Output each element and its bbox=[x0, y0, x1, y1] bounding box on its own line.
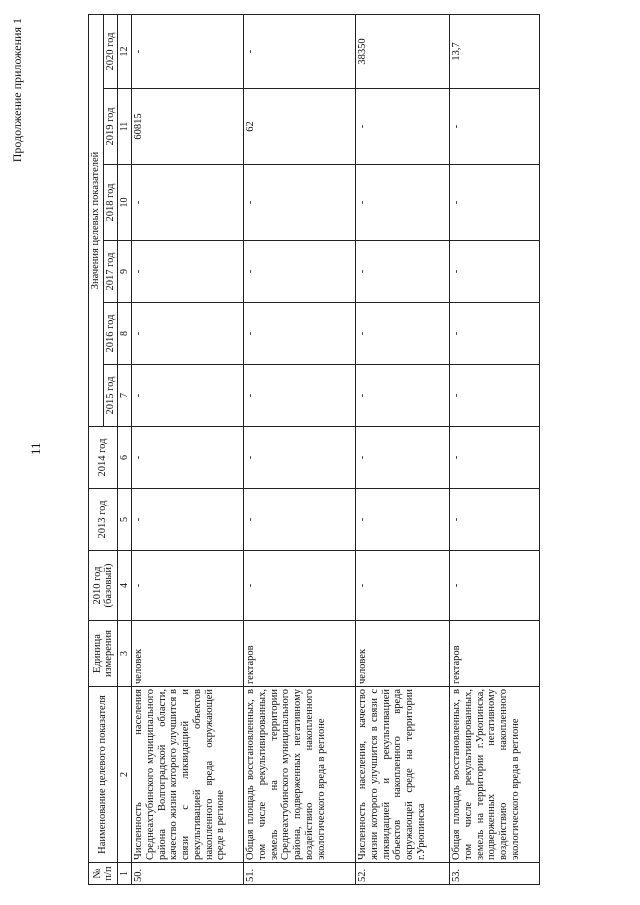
value-2019: 60815 bbox=[132, 89, 244, 165]
col-2020-header: 2020 год bbox=[103, 14, 118, 88]
value-2010: - bbox=[356, 551, 450, 621]
value-2018: - bbox=[450, 165, 540, 241]
column-number: 2 bbox=[118, 687, 132, 863]
column-number: 6 bbox=[118, 427, 132, 489]
column-number: 10 bbox=[118, 165, 132, 241]
value-2013: - bbox=[356, 489, 450, 551]
value-2017: - bbox=[244, 241, 356, 303]
column-number: 3 bbox=[118, 621, 132, 687]
value-2015: - bbox=[132, 365, 244, 427]
indicator-name: Общая площадь восстановленных, в том числе рекультивированных, земель на территории г.Урюпинска, подверженных негативному воздействию накопленного экологического вреда в регионе bbox=[450, 687, 540, 863]
indicator-unit: гектаров bbox=[450, 621, 540, 687]
value-2016: - bbox=[244, 303, 356, 365]
header-row-1 bbox=[89, 14, 104, 884]
value-2018: - bbox=[356, 165, 450, 241]
row-number: 52. bbox=[356, 863, 450, 885]
value-2020: - bbox=[244, 14, 356, 88]
value-2018: - bbox=[132, 165, 244, 241]
value-2018: - bbox=[244, 165, 356, 241]
col-unit-header: Единица измерения bbox=[89, 621, 118, 687]
value-2010: - bbox=[132, 551, 244, 621]
table-row bbox=[450, 14, 540, 884]
value-2016: - bbox=[356, 303, 450, 365]
row-number: 51. bbox=[244, 863, 356, 885]
value-2010: - bbox=[450, 551, 540, 621]
value-2019: 62 bbox=[244, 89, 356, 165]
value-2019: - bbox=[450, 89, 540, 165]
row-number: 53. bbox=[450, 863, 540, 885]
col-2018-header: 2018 год bbox=[103, 165, 118, 241]
col-number-header: № п/п bbox=[89, 863, 118, 885]
value-2014: - bbox=[244, 427, 356, 489]
col-name-header: Наименование целевого показателя bbox=[89, 687, 118, 863]
continuation-note: Продолжение приложения 1 bbox=[10, 18, 24, 163]
value-2014: - bbox=[356, 427, 450, 489]
value-2017: - bbox=[132, 241, 244, 303]
indicator-name: Общая площадь восстановленных, в том числе рекультивированных, земель на территории Среднеахтубинского муниципального района, подверженных негативному воздействию накопленного экологического вреда в регионе bbox=[244, 687, 356, 863]
value-2017: - bbox=[450, 241, 540, 303]
col-2014-header: 2014 год bbox=[89, 427, 118, 489]
column-number: 11 bbox=[118, 89, 132, 165]
value-2013: - bbox=[244, 489, 356, 551]
value-2013: - bbox=[132, 489, 244, 551]
value-2013: - bbox=[450, 489, 540, 551]
value-2014: - bbox=[132, 427, 244, 489]
table-row bbox=[244, 14, 356, 884]
value-2017: - bbox=[356, 241, 450, 303]
indicator-name: Численность населения Среднеахтубинского муниципального района Волгоградской области, качество жизни которого улучшится в связи с ликвидацией и рекультивацией объектов накопленного вреда окружающей среде в регионе bbox=[132, 687, 244, 863]
value-2016: - bbox=[450, 303, 540, 365]
indicators-table bbox=[88, 14, 540, 885]
indicator-unit: гектаров bbox=[244, 621, 356, 687]
column-number: 5 bbox=[118, 489, 132, 551]
value-2010: - bbox=[244, 551, 356, 621]
value-2020: - bbox=[132, 14, 244, 88]
table-row bbox=[132, 14, 244, 884]
value-2014: - bbox=[450, 427, 540, 489]
col-2013-header: 2013 год bbox=[89, 489, 118, 551]
column-number: 8 bbox=[118, 303, 132, 365]
value-2015: - bbox=[356, 365, 450, 427]
col-2017-header: 2017 год bbox=[103, 241, 118, 303]
value-2015: - bbox=[450, 365, 540, 427]
indicator-name: Численность населения, качество жизни которого улучшится в связи с ликвидацией и рекультивацией объектов накопленного вреда окружающей среде на территории г.Урюпинска bbox=[356, 687, 450, 863]
col-2010-header: 2010 год (базовый) bbox=[89, 551, 118, 621]
table-row bbox=[356, 14, 450, 884]
col-2019-header: 2019 год bbox=[103, 89, 118, 165]
column-number: 1 bbox=[118, 863, 132, 885]
value-2019: - bbox=[356, 89, 450, 165]
col-2016-header: 2016 год bbox=[103, 303, 118, 365]
indicator-unit: человек bbox=[356, 621, 450, 687]
column-number: 7 bbox=[118, 365, 132, 427]
column-number: 12 bbox=[118, 14, 132, 88]
column-number: 9 bbox=[118, 241, 132, 303]
row-number: 50. bbox=[132, 863, 244, 885]
col-2015-header: 2015 год bbox=[103, 365, 118, 427]
page-number: 11 bbox=[28, 442, 43, 455]
value-2016: - bbox=[132, 303, 244, 365]
value-2020: 38350 bbox=[356, 14, 450, 88]
column-number-row bbox=[118, 14, 132, 884]
value-2015: - bbox=[244, 365, 356, 427]
values-group-header: Значения целевых показателей bbox=[89, 14, 104, 426]
value-2020: 13,7 bbox=[450, 14, 540, 88]
indicator-unit: человек bbox=[132, 621, 244, 687]
column-number: 4 bbox=[118, 551, 132, 621]
